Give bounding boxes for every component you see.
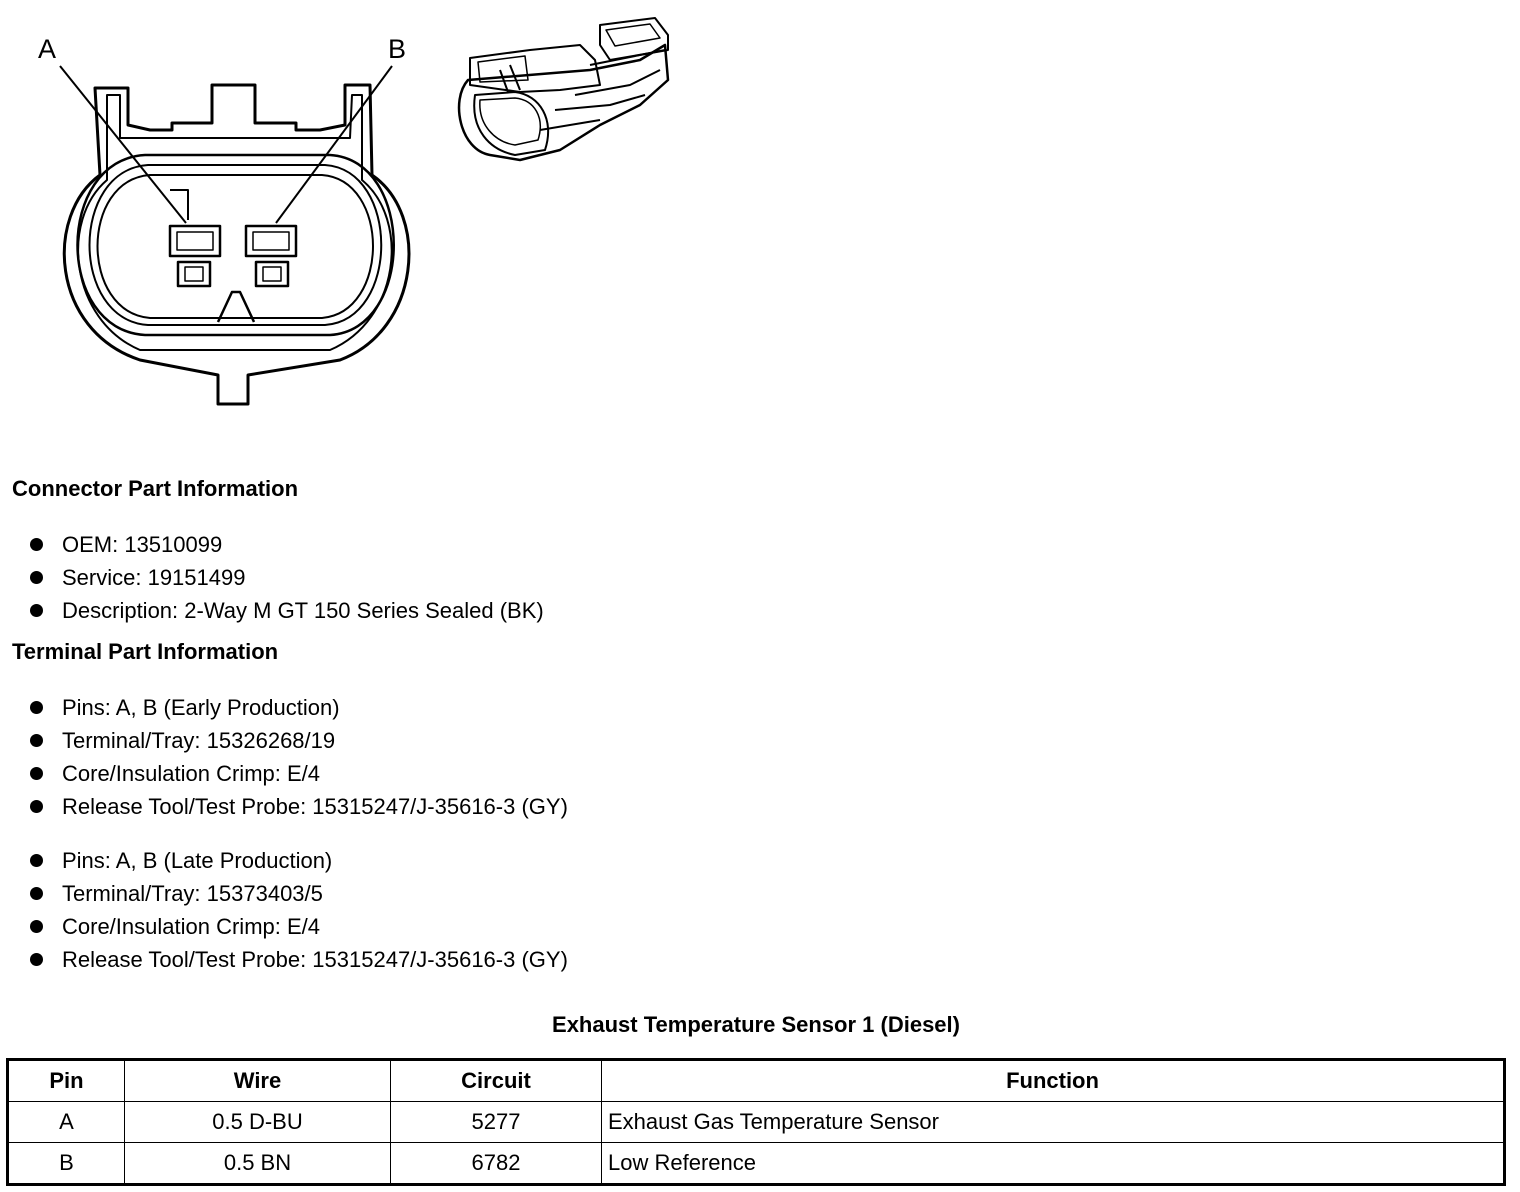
terminal-part-info-heading: Terminal Part Information	[12, 639, 279, 664]
cell-pin: A	[8, 1102, 125, 1143]
column-header-wire: Wire	[125, 1060, 391, 1102]
table-row	[8, 1102, 1505, 1143]
terminal-early-list	[28, 691, 568, 823]
bullet-icon	[30, 701, 43, 714]
bullet-icon	[30, 887, 43, 900]
cavity-a-lower	[178, 262, 210, 286]
terminal-late-list	[28, 844, 568, 976]
column-header-pin: Pin	[8, 1060, 125, 1102]
connector-housing-outline	[64, 85, 409, 404]
list-item: Release Tool/Test Probe: 15315247/J-35616-3 (GY)	[28, 790, 568, 823]
bullet-icon	[30, 920, 43, 933]
pin-table-title: Exhaust Temperature Sensor 1 (Diesel)	[552, 1012, 960, 1037]
list-item: Core/Insulation Crimp: E/4	[28, 910, 568, 943]
bullet-icon	[30, 767, 43, 780]
bullet-icon	[30, 604, 43, 617]
table-header-row	[8, 1060, 1505, 1102]
list-item: Service: 19151499	[28, 561, 544, 594]
pin-label-b: B	[388, 34, 407, 64]
list-item: Release Tool/Test Probe: 15315247/J-35616-3 (GY)	[28, 943, 568, 976]
connector-part-info-list	[28, 528, 544, 627]
list-item: Pins: A, B (Late Production)	[28, 844, 568, 877]
table-row	[8, 1143, 1505, 1185]
cell-circuit: 6782	[391, 1143, 602, 1185]
cell-function: Exhaust Gas Temperature Sensor	[602, 1102, 1505, 1143]
bullet-icon	[30, 953, 43, 966]
connector-diagram	[0, 0, 720, 440]
list-item: Terminal/Tray: 15326268/19	[28, 724, 568, 757]
seal-ring-inner	[98, 175, 374, 318]
bullet-icon	[30, 538, 43, 551]
connector-part-info-heading: Connector Part Information	[12, 476, 299, 501]
column-header-function: Function	[602, 1060, 1505, 1102]
cell-wire: 0.5 D-BU	[125, 1102, 391, 1143]
bullet-icon	[30, 854, 43, 867]
column-header-circuit: Circuit	[391, 1060, 602, 1102]
seal-ring-middle	[90, 165, 382, 325]
cell-circuit: 5277	[391, 1102, 602, 1143]
cell-pin: B	[8, 1143, 125, 1185]
list-item: Pins: A, B (Early Production)	[28, 691, 568, 724]
list-item: Core/Insulation Crimp: E/4	[28, 757, 568, 790]
cell-function: Low Reference	[602, 1143, 1505, 1185]
bullet-icon	[30, 800, 43, 813]
bullet-icon	[30, 571, 43, 584]
list-item: OEM: 13510099	[28, 528, 544, 561]
leader-line-b	[276, 66, 392, 223]
list-item: Terminal/Tray: 15373403/5	[28, 877, 568, 910]
cavity-b-lower	[256, 262, 288, 286]
list-item: Description: 2-Way M GT 150 Series Sealed (BK)	[28, 594, 544, 627]
connector-housing-inner-edge	[78, 95, 392, 350]
connector-iso-view	[459, 18, 668, 160]
pin-label-a: A	[38, 34, 57, 64]
pin-table	[6, 1058, 1506, 1186]
cell-wire: 0.5 BN	[125, 1143, 391, 1185]
bullet-icon	[30, 734, 43, 747]
